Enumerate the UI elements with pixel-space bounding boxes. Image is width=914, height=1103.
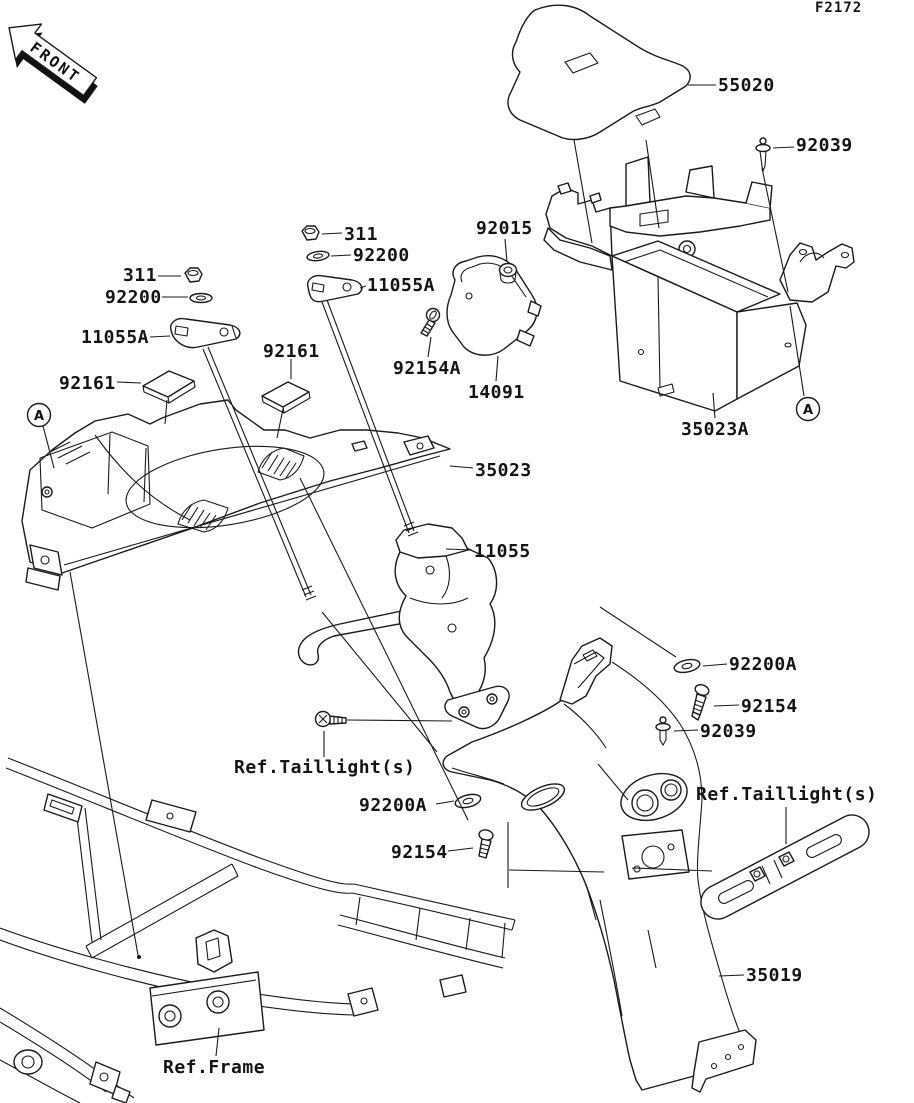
part-label-311-right: 311 <box>344 224 379 245</box>
view-marker-a-right <box>797 398 820 421</box>
part-label-92200A-left: 92200A <box>359 795 428 816</box>
part-label-92200A-right: 92200A <box>729 654 798 675</box>
front-arrow-icon <box>0 10 108 113</box>
part-label-92039-lower: 92039 <box>700 721 757 742</box>
part-label-92154-right: 92154 <box>741 696 798 717</box>
part-label-92154A: 92154A <box>393 358 462 379</box>
part-label-35019: 35019 <box>746 965 803 986</box>
part-label-11055A-right: 11055A <box>367 275 436 296</box>
view-marker-letter: A <box>33 409 45 424</box>
fastener-group-right <box>262 226 362 413</box>
part-label-35023: 35023 <box>475 460 532 481</box>
part-label-92200-left: 92200 <box>105 287 162 308</box>
taillight-screw-drawing <box>316 712 347 727</box>
view-marker-a-left <box>28 404 51 427</box>
part-55020-drawing <box>508 5 690 139</box>
part-35023A-drawing <box>544 157 854 411</box>
part-label-92161-center: 92161 <box>263 341 320 362</box>
part-label-55020: 55020 <box>718 75 775 96</box>
part-label-92154-left: 92154 <box>391 842 448 863</box>
taillight-bracket-drawing <box>701 815 869 919</box>
part-label-35023A: 35023A <box>681 419 750 440</box>
part-label-11055: 11055 <box>474 541 531 562</box>
ref-label-taillight-left: Ref.Taillight(s) <box>234 757 416 778</box>
ref-label-taillight-right: Ref.Taillight(s) <box>696 784 878 805</box>
frame-drawing <box>0 758 515 1103</box>
part-92039-top-drawing <box>756 138 770 171</box>
front-arrow-label: FRONT <box>26 38 84 87</box>
part-92200A-right-drawing <box>673 657 701 674</box>
part-92039-lower-drawing <box>656 717 670 745</box>
part-label-11055A-left: 11055A <box>81 327 150 348</box>
part-label-92200-right: 92200 <box>353 245 410 266</box>
part-92154-right-drawing <box>692 683 710 720</box>
part-label-92015: 92015 <box>476 218 533 239</box>
part-label-92161-left: 92161 <box>59 373 116 394</box>
figure-code: F2172 <box>815 0 863 16</box>
ref-label-frame: Ref.Frame <box>163 1057 266 1078</box>
part-14091-drawing <box>447 256 541 355</box>
part-92154-left-drawing <box>478 829 494 858</box>
part-label-14091: 14091 <box>468 382 525 403</box>
part-label-92039-top: 92039 <box>796 135 853 156</box>
part-label-311-left: 311 <box>123 265 158 286</box>
view-marker-letter: A <box>802 403 814 418</box>
part-92154A-drawing <box>421 309 440 337</box>
